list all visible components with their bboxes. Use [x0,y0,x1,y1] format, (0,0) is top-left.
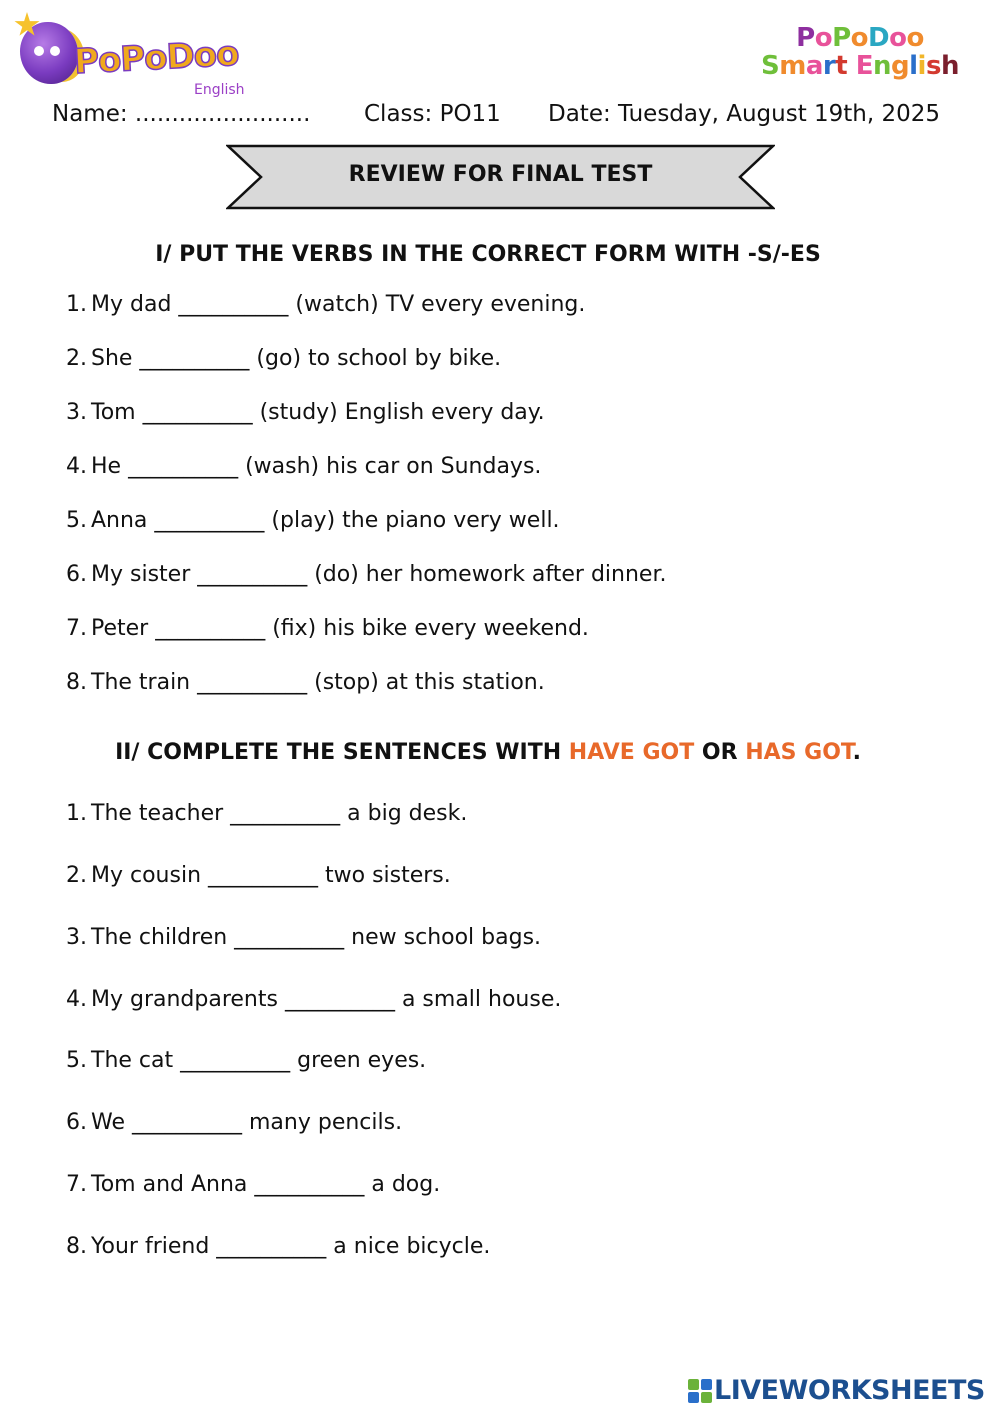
logo-right-line1: PoPoDoo [796,23,924,53]
liveworksheets-icon [688,1379,712,1403]
have-got-highlight: HAVE GOT [568,740,695,765]
page-title: REVIEW FOR FINAL TEST [348,162,653,187]
exercise-item: 5. Anna __________ (play) the piano very well. [66,508,560,533]
exercise-item: 7. Peter __________ (fix) his bike every weekend. [66,616,589,641]
exercise-item: 5. The cat __________ green eyes. [66,1048,427,1073]
exercise-item: 4. He __________ (wash) his car on Sundays. [66,454,542,479]
exercise-item: 4. My grandparents __________ a small house. [66,987,562,1012]
exercise-item: 2. She __________ (go) to school by bike. [66,346,502,371]
logo-right-line2: Smart English [761,51,959,81]
footer-brand: LIVEWORKSHEETS [714,1375,985,1406]
exercise-item: 1. My dad __________ (watch) TV every evening. [66,292,586,317]
exercise-item: 8. Your friend __________ a nice bicycle. [66,1234,491,1259]
has-got-highlight: HAS GOT [745,740,853,765]
logo-wordmark: PoPoDoo [73,33,240,83]
exercise-item: 8. The train __________ (stop) at this station. [66,670,545,695]
mascot-eye [34,46,44,56]
exercise-item: 3. Tom __________ (study) English every day. [66,400,545,425]
exercise-item: 6. We __________ many pencils. [66,1110,403,1135]
section-1-title: I/ PUT THE VERBS IN THE CORRECT FORM WITH -S/-ES [155,242,821,267]
popodoo-smart-english-logo [760,24,960,84]
date-label: Date: Tuesday, August 19th, 2025 [548,101,941,127]
exercise-item: 1. The teacher __________ a big desk. [66,801,468,826]
class-label: Class: PO11 [364,101,501,127]
title-banner [226,144,775,210]
mascot-eye [50,46,60,56]
popodoo-english-logo [14,12,245,98]
logo-subtitle: English [194,82,245,98]
student-name-field: Name: ........................ [52,101,311,127]
section-2-title: II/ COMPLETE THE SENTENCES WITH HAVE GOT OR HAS GOT. [115,740,861,765]
liveworksheets-logo [688,1376,988,1406]
exercise-item: 7. Tom and Anna __________ a dog. [66,1172,441,1197]
exercise-item: 2. My cousin __________ two sisters. [66,863,451,888]
exercise-item: 3. The children __________ new school bags. [66,925,542,950]
exercise-item: 6. My sister __________ (do) her homework after dinner. [66,562,667,587]
